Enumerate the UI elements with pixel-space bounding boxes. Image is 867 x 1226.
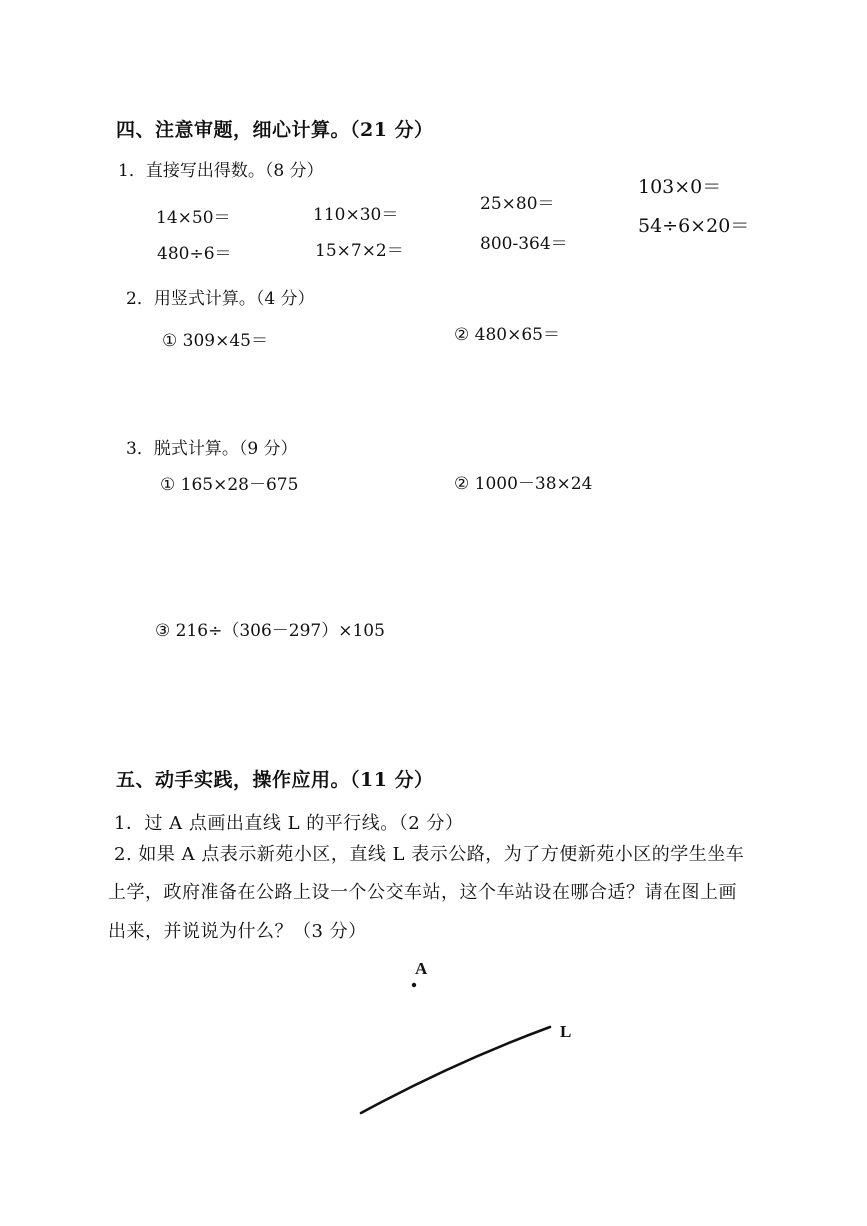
q3-title: 3．脱式计算。（9 分） (126, 439, 298, 459)
q2-title: 2．用竖式计算。（4 分） (126, 289, 315, 309)
q1-item-3: 25×80＝ (480, 194, 555, 214)
section5-heading: 五、动手实践，操作应用。（11 分） (116, 769, 434, 791)
q3-item-3: ③ 216÷（306－297）×105 (155, 621, 385, 641)
line-l-label: L (560, 1022, 572, 1041)
q1-item-4: 103×0＝ (638, 176, 722, 198)
q3-item-1: ① 165×28－675 (160, 475, 299, 495)
q2-item-2: ② 480×65＝ (454, 325, 560, 345)
section4-heading: 四、注意审题，细心计算。（21 分） (116, 119, 434, 141)
q1-item-6: 15×7×2＝ (315, 241, 404, 261)
s5-q1-text: 1．过 A 点画出直线 L 的平行线。（2 分） (114, 813, 464, 834)
line-l[interactable] (361, 1027, 550, 1113)
q2-item-1: ① 309×45＝ (162, 331, 268, 351)
s5-q2-line3: 出来，并说说为什么？（3 分） (108, 921, 367, 942)
point-a-label: A (415, 959, 428, 978)
q1-item-5: 480÷6＝ (157, 244, 232, 264)
q1-item-8: 54÷6×20＝ (638, 215, 750, 237)
q3-item-2: ② 1000－38×24 (454, 474, 593, 494)
s5-q2-line1: 2. 如果 A 点表示新苑小区，直线 L 表示公路，为了方便新苑小区的学生坐车 (114, 844, 745, 865)
q1-item-2: 110×30＝ (313, 205, 399, 225)
point-a-dot (412, 983, 416, 987)
s5-q2-line2: 上学，政府准备在公路上设一个公交车站，这个车站设在哪合适？请在图上画 (108, 882, 737, 903)
q1-title: 1．直接写出得数。（8 分） (118, 161, 324, 181)
q1-item-7: 800-364＝ (480, 234, 568, 254)
q1-item-1: 14×50＝ (156, 208, 231, 228)
